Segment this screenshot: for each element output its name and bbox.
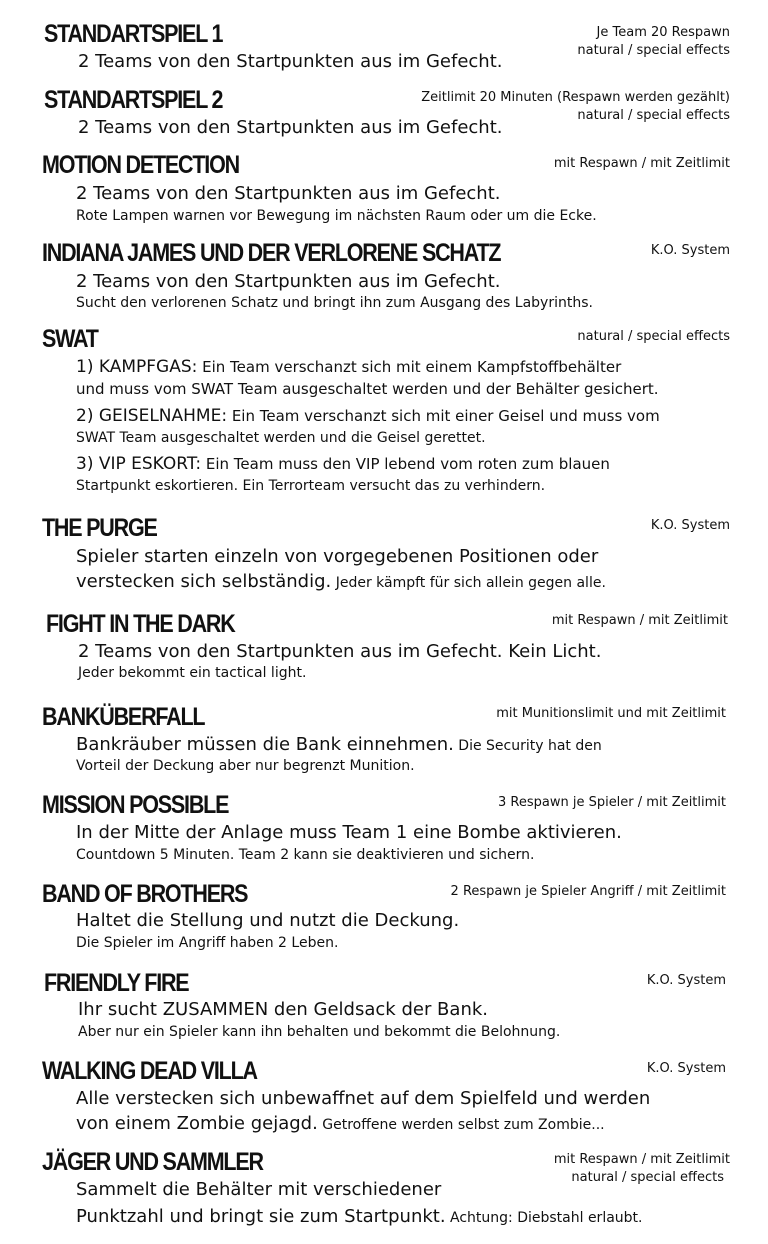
mode-meta bbox=[496, 705, 726, 723]
lead-rest: Achtung: Diebstahl erlaubt. bbox=[445, 1210, 643, 1226]
mode-title: FIGHT IN THE DARK bbox=[46, 610, 235, 638]
mode-line: Die Spieler im Angriff haben 2 Leben. bbox=[76, 935, 339, 951]
subitem-continuation: und muss vom SWAT Team ausgeschaltet werden und der Behälter gesichert. bbox=[76, 380, 659, 398]
mode-title: SWAT bbox=[42, 325, 98, 353]
mode-title: JÄGER UND SAMMLER bbox=[42, 1148, 263, 1176]
meta-line: natural / special effects bbox=[571, 1170, 724, 1185]
lead-emphasis: Punktzahl und bringt sie zum Startpunkt. bbox=[76, 1206, 446, 1227]
mode-line: Rote Lampen warnen vor Bewegung im nächsten Raum oder um die Ecke. bbox=[76, 208, 597, 224]
mode-lead: Spieler starten einzeln von vorgegebenen Positionen oder bbox=[76, 546, 599, 567]
meta-line: K.O. System bbox=[646, 973, 726, 988]
subitem-label: 1) KAMPFGAS: bbox=[76, 357, 198, 377]
mode-title: BANKÜBERFALL bbox=[42, 703, 205, 731]
meta-line: mit Respawn / mit Zeitlimit bbox=[551, 613, 728, 628]
mode-meta bbox=[577, 328, 730, 346]
mode-line: Countdown 5 Minuten. Team 2 kann sie deaktivieren und sichern. bbox=[76, 847, 535, 863]
swat-subitem-vip-eskort bbox=[76, 453, 610, 476]
mode-meta bbox=[651, 242, 730, 260]
mode-meta bbox=[451, 883, 726, 901]
lead-rest: Getroffene werden selbst zum Zombie... bbox=[317, 1117, 605, 1133]
meta-line: 2 Respawn je Spieler Angriff / mit Zeitlimit bbox=[450, 884, 726, 899]
lead-emphasis: verstecken sich selbständig. bbox=[76, 571, 332, 592]
lead-rest: Die Security hat den bbox=[453, 738, 602, 754]
lead-rest: Jeder kämpft für sich allein gegen alle. bbox=[331, 575, 606, 591]
mode-lead: In der Mitte der Anlage muss Team 1 eine Bombe aktivieren. bbox=[76, 822, 622, 843]
lead-emphasis: von einem Zombie gejagd. bbox=[76, 1113, 318, 1134]
mode-lead-second-line bbox=[76, 570, 606, 595]
mode-meta bbox=[554, 155, 730, 173]
mode-lead: 2 Teams von den Startpunkten aus im Gefecht. bbox=[78, 51, 503, 72]
subitem-text: Ein Team verschanzt sich mit einem Kampfstoffbehälter bbox=[197, 358, 622, 376]
mode-title: BAND OF BROTHERS bbox=[42, 880, 248, 908]
mode-meta bbox=[647, 972, 726, 990]
mode-lead: Haltet die Stellung und nutzt die Deckung. bbox=[76, 910, 460, 931]
meta-line: Je Team 20 Respawn bbox=[596, 25, 730, 40]
mode-line: Jeder bekommt ein tactical light. bbox=[78, 665, 307, 681]
mode-meta bbox=[651, 517, 730, 535]
mode-lead: 2 Teams von den Startpunkten aus im Gefecht. bbox=[76, 271, 501, 292]
subitem-text: Ein Team verschanzt sich mit einer Geisel und muss vom bbox=[227, 407, 660, 425]
mode-lead: 2 Teams von den Startpunkten aus im Gefecht. Kein Licht. bbox=[78, 641, 602, 662]
mode-lead-second-line bbox=[76, 1205, 643, 1230]
mode-title: STANDARTSPIEL 2 bbox=[44, 86, 223, 114]
meta-line: K.O. System bbox=[650, 243, 730, 258]
mode-meta bbox=[552, 612, 728, 630]
meta-line: Zeitlimit 20 Minuten (Respawn werden gezählt) bbox=[421, 90, 730, 105]
mode-lead: Sammelt die Behälter mit verschiedener bbox=[76, 1179, 442, 1200]
meta-line: natural / special effects bbox=[577, 329, 730, 344]
meta-line: natural / special effects bbox=[577, 43, 730, 58]
mode-title: MOTION DETECTION bbox=[42, 151, 239, 179]
swat-subitem-geiselnahme bbox=[76, 405, 660, 428]
mode-title: FRIENDLY FIRE bbox=[44, 969, 189, 997]
mode-line: Vorteil der Deckung aber nur begrenzt Munition. bbox=[76, 758, 415, 774]
mode-lead bbox=[76, 733, 602, 758]
mode-lead: 2 Teams von den Startpunkten aus im Gefecht. bbox=[76, 183, 501, 204]
subitem-text: Ein Team muss den VIP lebend vom roten zum blauen bbox=[201, 455, 610, 473]
mode-line: Aber nur ein Spieler kann ihn behalten und bekommt die Belohnung. bbox=[78, 1024, 561, 1040]
mode-title: STANDARTSPIEL 1 bbox=[44, 20, 223, 48]
subitem-label: 2) GEISELNAHME: bbox=[76, 406, 228, 426]
meta-line: 3 Respawn je Spieler / mit Zeitlimit bbox=[497, 795, 726, 810]
mode-meta bbox=[647, 1060, 726, 1078]
meta-line: mit Munitionslimit und mit Zeitlimit bbox=[496, 706, 726, 721]
mode-meta bbox=[577, 24, 730, 60]
meta-line: mit Respawn / mit Zeitlimit bbox=[553, 156, 730, 171]
mode-line: Sucht den verlorenen Schatz und bringt ihn zum Ausgang des Labyrinths. bbox=[76, 295, 593, 311]
mode-title: THE PURGE bbox=[42, 514, 157, 542]
meta-line: natural / special effects bbox=[577, 108, 730, 123]
meta-line: K.O. System bbox=[650, 518, 730, 533]
meta-line: K.O. System bbox=[646, 1061, 726, 1076]
subitem-continuation: Startpunkt eskortieren. Ein Terrorteam versucht das zu verhindern. bbox=[76, 478, 546, 494]
swat-subitem-kampfgas bbox=[76, 356, 621, 379]
meta-line: mit Respawn / mit Zeitlimit bbox=[553, 1152, 730, 1167]
mode-lead-second-line bbox=[76, 1112, 605, 1137]
mode-lead: Alle verstecken sich unbewaffnet auf dem Spielfeld und werden bbox=[76, 1088, 651, 1109]
mode-lead: 2 Teams von den Startpunkten aus im Gefecht. bbox=[78, 117, 503, 138]
subitem-label: 3) VIP ESKORT: bbox=[76, 454, 202, 474]
mode-title: INDIANA JAMES UND DER VERLORENE SCHATZ bbox=[42, 239, 501, 267]
mode-lead: Ihr sucht ZUSAMMEN den Geldsack der Bank. bbox=[78, 999, 488, 1020]
mode-meta bbox=[498, 794, 726, 812]
mode-meta bbox=[554, 1151, 730, 1187]
lead-emphasis: Bankräuber müssen die Bank einnehmen. bbox=[76, 734, 454, 755]
mode-title: WALKING DEAD VILLA bbox=[42, 1057, 257, 1085]
subitem-continuation: SWAT Team ausgeschaltet werden und die Geisel gerettet. bbox=[76, 430, 486, 446]
mode-title: MISSION POSSIBLE bbox=[42, 791, 229, 819]
